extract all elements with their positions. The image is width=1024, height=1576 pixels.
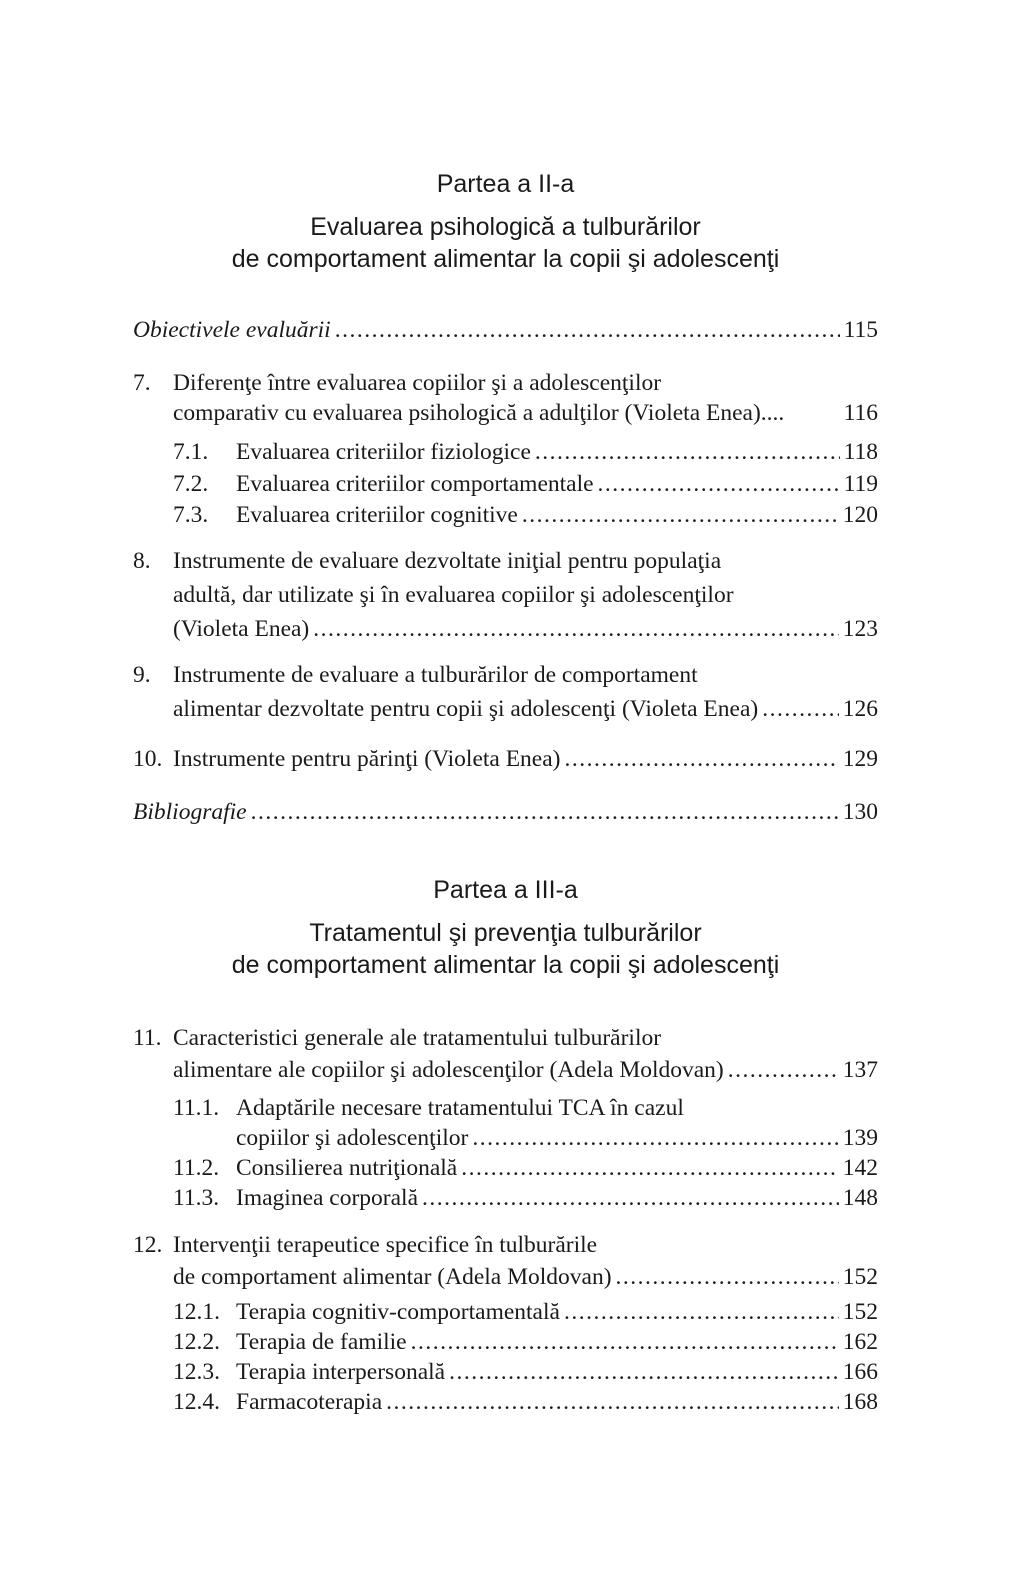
toc-chapter-8[interactable] (133, 546, 878, 644)
toc-chapter-9[interactable] (133, 660, 878, 724)
dot-leader (762, 694, 839, 724)
subsection-number: 7.2. (173, 471, 209, 497)
toc-page-number: 118 (843, 439, 878, 465)
subsection-title: Terapia interpersonală (236, 1359, 446, 1385)
toc-entry-title: Obiectivele evaluării (133, 317, 331, 343)
toc-subsection-7-3[interactable] (133, 500, 878, 530)
subsection-number: 11.3. (173, 1185, 220, 1211)
dot-leader (313, 614, 839, 644)
subsection-number: 11.2. (173, 1155, 220, 1181)
subsection-title: Evaluarea criteriilor fiziologice (236, 439, 531, 465)
toc-subsection-12-2[interactable] (133, 1327, 878, 1357)
chapter-number: 10. (133, 746, 163, 772)
part-3-heading (133, 875, 878, 981)
toc-subsection-11-3[interactable] (133, 1183, 878, 1213)
subsection-title-line1: Adaptările necesare tratamentului TCA în cazul (236, 1095, 684, 1121)
toc-page-number: 123 (842, 616, 878, 642)
dot-leader (461, 1153, 839, 1183)
dot-leader (728, 1055, 839, 1085)
toc-page-number: 116 (843, 400, 878, 426)
toc-subsection-11-2[interactable] (133, 1153, 878, 1183)
dot-leader (411, 1327, 839, 1357)
toc-page-number: 162 (842, 1329, 878, 1355)
dot-leader (616, 1262, 839, 1292)
subsection-number: 12.1. (173, 1299, 220, 1325)
subsection-title: Terapia cognitiv-comportamentală (236, 1299, 560, 1325)
part-2-heading (133, 169, 878, 275)
toc-subsection-12-1[interactable] (133, 1297, 878, 1327)
dot-leader (522, 500, 839, 530)
subsection-number: 11.1. (173, 1095, 220, 1121)
dot-leader (335, 315, 840, 345)
chapter-title-line2: adultă, dar utilizate şi în evaluarea copiilor şi adolescenţilor (173, 582, 734, 608)
toc-page-number: 115 (843, 317, 878, 343)
part-2-label: Partea a II-a (436, 170, 575, 198)
dot-leader (386, 1387, 839, 1417)
toc-page-number: 139 (842, 1125, 878, 1151)
toc-chapter-12[interactable] (133, 1230, 878, 1292)
part-3-title-line1: Tratamentul şi prevenţia tulburărilor (309, 919, 702, 947)
toc-page-number: 168 (842, 1389, 878, 1415)
subsection-number: 7.1. (173, 439, 209, 465)
part-2-title-line2: de comportament alimentar la copii şi adolescenţi (231, 245, 780, 273)
dot-leader (251, 797, 839, 827)
dot-leader (564, 1297, 839, 1327)
dot-leader (472, 1123, 838, 1153)
toc-chapter-10[interactable] (133, 744, 878, 774)
chapter-number: 7. (133, 370, 151, 396)
toc-page-number: 166 (842, 1359, 878, 1385)
toc-chapter-11[interactable] (133, 1023, 878, 1085)
chapter-title-line1: Instrumente de evaluare dezvoltate iniţial pentru populaţia (173, 548, 722, 574)
chapter-title-line3: (Violeta Enea) (173, 616, 310, 642)
toc-page-number: 130 (842, 799, 878, 825)
chapter-number: 11. (133, 1025, 162, 1051)
subsection-number: 12.2. (173, 1329, 220, 1355)
dot-leader (422, 1183, 839, 1213)
subsection-number: 12.4. (173, 1389, 220, 1415)
toc-page-number: 126 (842, 696, 878, 722)
subsection-title: Evaluarea criteriilor comportamentale (236, 471, 594, 497)
subsection-title: Farmacoterapia (236, 1389, 383, 1415)
subsection-title: Terapia de familie (236, 1329, 407, 1355)
dot-leader (535, 437, 840, 467)
subsection-title: Evaluarea criteriilor cognitive (236, 502, 518, 528)
toc-page-number: 142 (842, 1155, 878, 1181)
toc-subsection-12-3[interactable] (133, 1357, 878, 1387)
toc-page-number: 152 (842, 1299, 878, 1325)
toc-page-number: 148 (842, 1185, 878, 1211)
chapter-title-line1: Caracteristici generale ale tratamentului tulburărilor (173, 1025, 662, 1051)
dot-leader (598, 469, 840, 499)
toc-subsection-11-1[interactable] (133, 1093, 878, 1153)
chapter-number: 12. (133, 1232, 163, 1258)
chapter-title-line1: Intervenţii terapeutice specifice în tulburările (173, 1232, 598, 1258)
chapter-title-line2: de comportament alimentar (Adela Moldovan) (173, 1264, 612, 1290)
subsection-title: Imaginea corporală (236, 1185, 419, 1211)
toc-page-number: 119 (843, 471, 878, 497)
toc-page-number: 137 (842, 1057, 878, 1083)
dot-leader (449, 1357, 839, 1387)
toc-page-number: 152 (842, 1264, 878, 1290)
toc-page-number: 129 (842, 746, 878, 772)
part-3-title-line2: de comportament alimentar la copii şi adolescenţi (231, 951, 780, 979)
subsection-number: 7.3. (173, 502, 209, 528)
chapter-title-line2: alimentare ale copiilor şi adolescenţilor (Adela Moldovan) (173, 1057, 724, 1083)
subsection-number: 12.3. (173, 1359, 220, 1385)
chapter-number: 8. (133, 548, 151, 574)
toc-entry-bibliography[interactable] (133, 797, 878, 827)
chapter-title-line2: comparativ cu evaluarea psihologică a adulţilor (Violeta Enea).... (173, 400, 785, 426)
toc-subsection-12-4[interactable] (133, 1387, 878, 1417)
toc-entry-title: Bibliografie (133, 799, 247, 825)
part-3-label: Partea a III-a (433, 876, 578, 904)
chapter-number: 9. (133, 662, 151, 688)
subsection-title: Consilierea nutriţională (236, 1155, 458, 1181)
chapter-title-line1: Diferenţe între evaluarea copiilor şi a adolescenţilor (173, 370, 662, 396)
chapter-title-line1: Instrumente de evaluare a tulburărilor de comportament (173, 662, 698, 688)
part-2-title-line1: Evaluarea psihologică a tulburărilor (310, 213, 701, 241)
subsection-title-line2: copiilor şi adolescenţilor (236, 1125, 469, 1151)
toc-subsection-7-1[interactable] (133, 437, 878, 467)
toc-entry-objectives[interactable] (133, 315, 878, 345)
toc-subsection-7-2[interactable] (133, 469, 878, 499)
chapter-title-line2: alimentar dezvoltate pentru copii şi adolescenţi (Violeta Enea) (173, 696, 759, 722)
toc-chapter-7[interactable] (133, 368, 878, 428)
toc-page-number: 120 (842, 502, 878, 528)
chapter-title: Instrumente pentru părinţi (Violeta Enea) (173, 746, 561, 772)
dot-leader (565, 744, 839, 774)
